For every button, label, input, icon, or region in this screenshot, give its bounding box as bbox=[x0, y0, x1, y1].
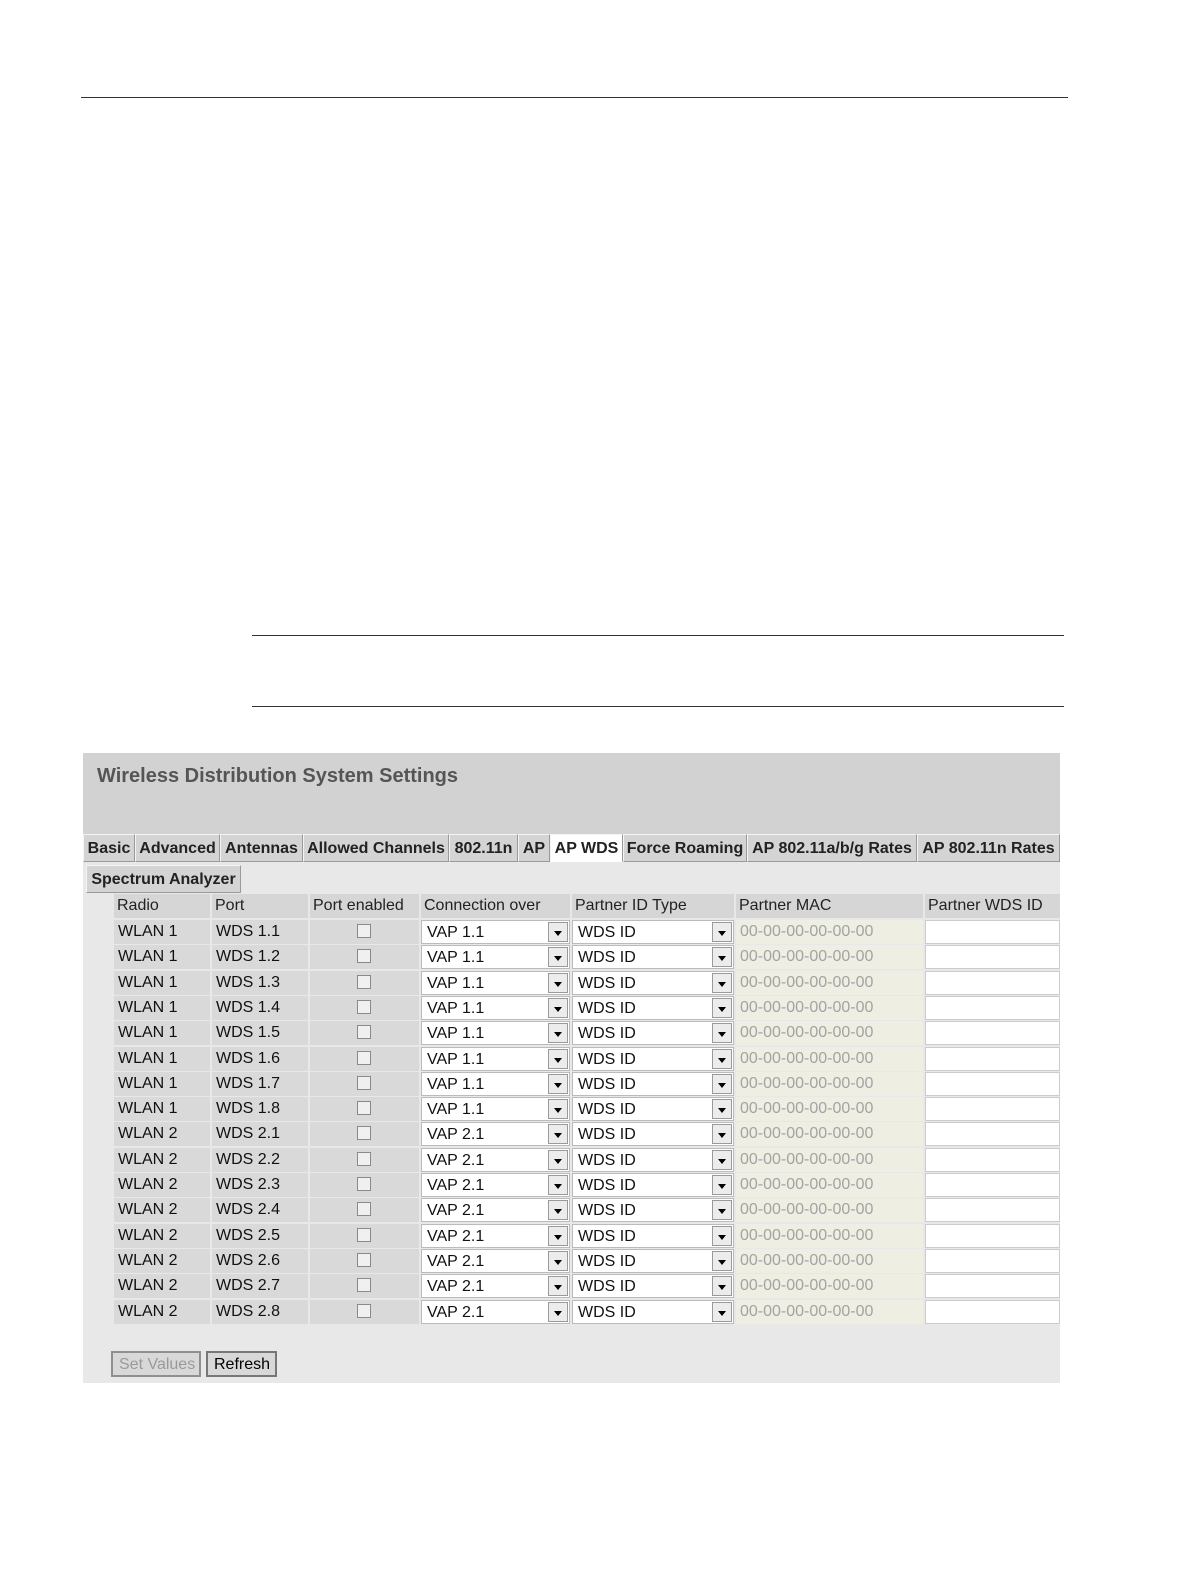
partner-id-type-select[interactable] bbox=[572, 920, 734, 944]
tab-ap-wds[interactable]: AP WDS bbox=[550, 834, 623, 862]
partner-mac-input[interactable]: 00-00-00-00-00-00 bbox=[736, 1224, 923, 1248]
partner-id-type-value: WDS ID bbox=[578, 1304, 636, 1321]
port-cell: WDS 1.3 bbox=[212, 971, 308, 995]
connection-over-value: VAP 1.1 bbox=[427, 1051, 485, 1068]
connection-over-value: VAP 2.1 bbox=[427, 1304, 485, 1321]
port-cell: WDS 1.8 bbox=[212, 1097, 308, 1121]
radio-cell: WLAN 1 bbox=[114, 971, 210, 995]
table-row bbox=[114, 1198, 1060, 1222]
chevron-down-icon[interactable] bbox=[712, 1200, 732, 1220]
chevron-down-icon[interactable] bbox=[548, 998, 568, 1018]
port-cell: WDS 1.5 bbox=[212, 1021, 308, 1045]
partner-wds-id-input[interactable] bbox=[925, 1047, 1060, 1071]
partner-wds-id-input[interactable] bbox=[925, 1021, 1060, 1045]
header-partner-id-type: Partner ID Type bbox=[572, 894, 734, 918]
partner-id-type-select[interactable] bbox=[572, 971, 734, 995]
port-enabled-checkbox[interactable] bbox=[357, 1152, 371, 1166]
port-enabled-cell bbox=[310, 1173, 419, 1197]
chevron-down-icon[interactable] bbox=[712, 1023, 732, 1043]
port-enabled-checkbox[interactable] bbox=[357, 1228, 371, 1242]
port-enabled-checkbox[interactable] bbox=[357, 1278, 371, 1292]
port-enabled-checkbox[interactable] bbox=[357, 1304, 371, 1318]
port-enabled-cell bbox=[310, 996, 419, 1020]
partner-id-type-value: WDS ID bbox=[578, 1126, 636, 1143]
partner-id-type-select[interactable] bbox=[572, 1274, 734, 1298]
radio-cell: WLAN 1 bbox=[114, 1097, 210, 1121]
connection-over-select[interactable] bbox=[421, 1021, 570, 1045]
table-row bbox=[114, 1097, 1060, 1121]
chevron-down-icon[interactable] bbox=[712, 1302, 732, 1322]
partner-id-type-value: WDS ID bbox=[578, 1000, 636, 1017]
tab-ap-802-11n-rates[interactable]: AP 802.11n Rates bbox=[917, 834, 1060, 862]
section-divider-lower bbox=[252, 706, 1064, 707]
port-enabled-cell bbox=[310, 1300, 419, 1324]
table-row bbox=[114, 1072, 1060, 1096]
connection-over-select[interactable] bbox=[421, 971, 570, 995]
table-row bbox=[114, 1274, 1060, 1298]
connection-over-select[interactable] bbox=[421, 1072, 570, 1096]
connection-over-value: VAP 1.1 bbox=[427, 949, 485, 966]
port-enabled-cell bbox=[310, 1072, 419, 1096]
connection-over-select[interactable] bbox=[421, 1173, 570, 1197]
chevron-down-icon[interactable] bbox=[712, 1099, 732, 1119]
connection-over-value: VAP 2.1 bbox=[427, 1278, 485, 1295]
table-row bbox=[114, 1122, 1060, 1146]
chevron-down-icon[interactable] bbox=[712, 947, 732, 967]
partner-mac-input[interactable]: 00-00-00-00-00-00 bbox=[736, 971, 923, 995]
chevron-down-icon[interactable] bbox=[548, 1276, 568, 1296]
connection-over-select[interactable] bbox=[421, 1274, 570, 1298]
connection-over-select[interactable] bbox=[421, 1148, 570, 1172]
port-enabled-checkbox[interactable] bbox=[357, 924, 371, 938]
connection-over-select[interactable] bbox=[421, 1249, 570, 1273]
port-enabled-cell bbox=[310, 1122, 419, 1146]
partner-id-type-value: WDS ID bbox=[578, 1278, 636, 1295]
connection-over-value: VAP 2.1 bbox=[427, 1126, 485, 1143]
port-enabled-cell bbox=[310, 1198, 419, 1222]
partner-mac-input[interactable]: 00-00-00-00-00-00 bbox=[736, 920, 923, 944]
tab-ap[interactable]: AP bbox=[518, 834, 550, 862]
port-cell: WDS 2.4 bbox=[212, 1198, 308, 1222]
port-enabled-checkbox[interactable] bbox=[357, 1126, 371, 1140]
partner-mac-input[interactable]: 00-00-00-00-00-00 bbox=[736, 996, 923, 1020]
partner-mac-input[interactable]: 00-00-00-00-00-00 bbox=[736, 1148, 923, 1172]
port-enabled-cell bbox=[310, 945, 419, 969]
table-row bbox=[114, 920, 1060, 944]
partner-id-type-select[interactable] bbox=[572, 1173, 734, 1197]
page-divider-top bbox=[81, 97, 1068, 98]
partner-wds-id-input[interactable] bbox=[925, 1274, 1060, 1298]
partner-wds-id-input[interactable] bbox=[925, 1148, 1060, 1172]
panel-header bbox=[83, 753, 1060, 834]
wds-settings-panel bbox=[83, 753, 1060, 1383]
header-partner-mac: Partner MAC bbox=[736, 894, 923, 918]
radio-cell: WLAN 1 bbox=[114, 996, 210, 1020]
partner-id-type-select[interactable] bbox=[572, 1122, 734, 1146]
port-enabled-cell bbox=[310, 1148, 419, 1172]
partner-wds-id-input[interactable] bbox=[925, 1173, 1060, 1197]
partner-id-type-value: WDS ID bbox=[578, 949, 636, 966]
connection-over-value: VAP 1.1 bbox=[427, 975, 485, 992]
connection-over-select[interactable] bbox=[421, 1300, 570, 1324]
partner-mac-input[interactable]: 00-00-00-00-00-00 bbox=[736, 1021, 923, 1045]
partner-wds-id-input[interactable] bbox=[925, 996, 1060, 1020]
chevron-down-icon[interactable] bbox=[712, 973, 732, 993]
port-enabled-checkbox[interactable] bbox=[357, 1101, 371, 1115]
table-row bbox=[114, 1300, 1060, 1324]
port-enabled-checkbox[interactable] bbox=[357, 1000, 371, 1014]
partner-wds-id-input[interactable] bbox=[925, 1300, 1060, 1324]
radio-cell: WLAN 2 bbox=[114, 1249, 210, 1273]
port-enabled-checkbox[interactable] bbox=[357, 1253, 371, 1267]
table-row bbox=[114, 996, 1060, 1020]
port-cell: WDS 1.1 bbox=[212, 920, 308, 944]
chevron-down-icon[interactable] bbox=[712, 1150, 732, 1170]
header-radio: Radio bbox=[114, 894, 210, 918]
connection-over-value: VAP 2.1 bbox=[427, 1177, 485, 1194]
connection-over-value: VAP 2.1 bbox=[427, 1253, 485, 1270]
chevron-down-icon[interactable] bbox=[548, 1099, 568, 1119]
partner-id-type-value: WDS ID bbox=[578, 975, 636, 992]
partner-id-type-select[interactable] bbox=[572, 1021, 734, 1045]
partner-id-type-value: WDS ID bbox=[578, 1101, 636, 1118]
partner-id-type-value: WDS ID bbox=[578, 1076, 636, 1093]
partner-id-type-select[interactable] bbox=[572, 1300, 734, 1324]
table-row bbox=[114, 945, 1060, 969]
connection-over-select[interactable] bbox=[421, 1047, 570, 1071]
chevron-down-icon[interactable] bbox=[548, 947, 568, 967]
port-enabled-checkbox[interactable] bbox=[357, 975, 371, 989]
tab-802-11n[interactable]: 802.11n bbox=[449, 834, 518, 862]
connection-over-value: VAP 1.1 bbox=[427, 1000, 485, 1017]
partner-id-type-select[interactable] bbox=[572, 1097, 734, 1121]
partner-wds-id-input[interactable] bbox=[925, 1198, 1060, 1222]
radio-cell: WLAN 2 bbox=[114, 1224, 210, 1248]
radio-cell: WLAN 2 bbox=[114, 1198, 210, 1222]
port-cell: WDS 2.1 bbox=[212, 1122, 308, 1146]
table-row bbox=[114, 1224, 1060, 1248]
connection-over-value: VAP 2.1 bbox=[427, 1152, 485, 1169]
tab-spectrum-analyzer[interactable]: Spectrum Analyzer bbox=[86, 865, 241, 893]
partner-id-type-select[interactable] bbox=[572, 1198, 734, 1222]
connection-over-select[interactable] bbox=[421, 996, 570, 1020]
table-row bbox=[114, 1021, 1060, 1045]
partner-wds-id-input[interactable] bbox=[925, 1097, 1060, 1121]
tab-bar bbox=[83, 834, 1060, 894]
chevron-down-icon[interactable] bbox=[712, 1226, 732, 1246]
connection-over-select[interactable] bbox=[421, 920, 570, 944]
port-enabled-checkbox[interactable] bbox=[357, 1051, 371, 1065]
port-cell: WDS 1.4 bbox=[212, 996, 308, 1020]
port-cell: WDS 2.7 bbox=[212, 1274, 308, 1298]
port-enabled-cell bbox=[310, 1021, 419, 1045]
partner-id-type-select[interactable] bbox=[572, 1047, 734, 1071]
table-row bbox=[114, 1148, 1060, 1172]
set-values-button[interactable]: Set Values bbox=[111, 1351, 201, 1377]
header-port-enabled: Port enabled bbox=[310, 894, 419, 918]
connection-over-value: VAP 1.1 bbox=[427, 1101, 485, 1118]
port-enabled-checkbox[interactable] bbox=[357, 949, 371, 963]
refresh-button[interactable]: Refresh bbox=[206, 1351, 277, 1377]
radio-cell: WLAN 1 bbox=[114, 1021, 210, 1045]
partner-id-type-select[interactable] bbox=[572, 1249, 734, 1273]
partner-id-type-select[interactable] bbox=[572, 996, 734, 1020]
chevron-down-icon[interactable] bbox=[548, 1175, 568, 1195]
partner-id-type-select[interactable] bbox=[572, 1224, 734, 1248]
header-port: Port bbox=[212, 894, 308, 918]
radio-cell: WLAN 1 bbox=[114, 945, 210, 969]
partner-id-type-value: WDS ID bbox=[578, 1152, 636, 1169]
partner-id-type-value: WDS ID bbox=[578, 1177, 636, 1194]
partner-mac-input[interactable]: 00-00-00-00-00-00 bbox=[736, 1300, 923, 1324]
port-enabled-cell bbox=[310, 1047, 419, 1071]
partner-id-type-value: WDS ID bbox=[578, 1202, 636, 1219]
radio-cell: WLAN 1 bbox=[114, 920, 210, 944]
tab-antennas[interactable]: Antennas bbox=[220, 834, 303, 862]
tab-allowed-channels[interactable]: Allowed Channels bbox=[303, 834, 449, 862]
chevron-down-icon[interactable] bbox=[548, 1023, 568, 1043]
partner-id-type-select[interactable] bbox=[572, 945, 734, 969]
port-enabled-checkbox[interactable] bbox=[357, 1076, 371, 1090]
chevron-down-icon[interactable] bbox=[712, 998, 732, 1018]
partner-mac-input[interactable]: 00-00-00-00-00-00 bbox=[736, 1173, 923, 1197]
header-partner-wds-id: Partner WDS ID bbox=[925, 894, 1060, 918]
partner-mac-input[interactable]: 00-00-00-00-00-00 bbox=[736, 1072, 923, 1096]
chevron-down-icon[interactable] bbox=[548, 973, 568, 993]
table-row bbox=[114, 1249, 1060, 1273]
radio-cell: WLAN 2 bbox=[114, 1173, 210, 1197]
chevron-down-icon[interactable] bbox=[548, 1074, 568, 1094]
partner-mac-input[interactable]: 00-00-00-00-00-00 bbox=[736, 1047, 923, 1071]
chevron-down-icon[interactable] bbox=[548, 922, 568, 942]
partner-id-type-value: WDS ID bbox=[578, 1025, 636, 1042]
chevron-down-icon[interactable] bbox=[548, 1251, 568, 1271]
chevron-down-icon[interactable] bbox=[712, 1124, 732, 1144]
partner-wds-id-input[interactable] bbox=[925, 945, 1060, 969]
radio-cell: WLAN 2 bbox=[114, 1274, 210, 1298]
chevron-down-icon[interactable] bbox=[712, 1276, 732, 1296]
partner-id-type-value: WDS ID bbox=[578, 1051, 636, 1068]
partner-mac-input[interactable]: 00-00-00-00-00-00 bbox=[736, 1122, 923, 1146]
connection-over-value: VAP 1.1 bbox=[427, 1025, 485, 1042]
connection-over-select[interactable] bbox=[421, 1224, 570, 1248]
connection-over-select[interactable] bbox=[421, 1097, 570, 1121]
partner-mac-input[interactable]: 00-00-00-00-00-00 bbox=[736, 1249, 923, 1273]
radio-cell: WLAN 2 bbox=[114, 1300, 210, 1324]
chevron-down-icon[interactable] bbox=[548, 1226, 568, 1246]
tab-ap-802-11abg-rates[interactable]: AP 802.11a/b/g Rates bbox=[747, 834, 917, 862]
chevron-down-icon[interactable] bbox=[548, 1150, 568, 1170]
partner-wds-id-input[interactable] bbox=[925, 1072, 1060, 1096]
tab-basic[interactable]: Basic bbox=[83, 834, 135, 862]
connection-over-select[interactable] bbox=[421, 1122, 570, 1146]
connection-over-select[interactable] bbox=[421, 1198, 570, 1222]
table-row bbox=[114, 1047, 1060, 1071]
radio-cell: WLAN 2 bbox=[114, 1148, 210, 1172]
partner-wds-id-input[interactable] bbox=[925, 1224, 1060, 1248]
partner-wds-id-input[interactable] bbox=[925, 1122, 1060, 1146]
connection-over-value: VAP 2.1 bbox=[427, 1228, 485, 1245]
port-enabled-cell bbox=[310, 1274, 419, 1298]
partner-mac-input[interactable]: 00-00-00-00-00-00 bbox=[736, 1274, 923, 1298]
chevron-down-icon[interactable] bbox=[712, 1049, 732, 1069]
connection-over-value: VAP 1.1 bbox=[427, 1076, 485, 1093]
partner-wds-id-input[interactable] bbox=[925, 920, 1060, 944]
port-enabled-cell bbox=[310, 1097, 419, 1121]
partner-id-type-value: WDS ID bbox=[578, 1253, 636, 1270]
table-row bbox=[114, 971, 1060, 995]
table-header-row bbox=[114, 894, 1060, 918]
chevron-down-icon[interactable] bbox=[548, 1124, 568, 1144]
partner-id-type-value: WDS ID bbox=[578, 1228, 636, 1245]
connection-over-select[interactable] bbox=[421, 945, 570, 969]
port-cell: WDS 2.6 bbox=[212, 1249, 308, 1273]
port-enabled-cell bbox=[310, 1249, 419, 1273]
port-enabled-cell bbox=[310, 920, 419, 944]
page-title: Wireless Distribution System Settings bbox=[97, 765, 459, 787]
chevron-down-icon[interactable] bbox=[712, 922, 732, 942]
tab-force-roaming[interactable]: Force Roaming bbox=[623, 834, 747, 862]
port-enabled-cell bbox=[310, 971, 419, 995]
port-cell: WDS 2.8 bbox=[212, 1300, 308, 1324]
port-cell: WDS 1.2 bbox=[212, 945, 308, 969]
chevron-down-icon[interactable] bbox=[548, 1049, 568, 1069]
partner-id-type-value: WDS ID bbox=[578, 924, 636, 941]
connection-over-value: VAP 2.1 bbox=[427, 1202, 485, 1219]
chevron-down-icon[interactable] bbox=[712, 1074, 732, 1094]
chevron-down-icon[interactable] bbox=[712, 1251, 732, 1271]
chevron-down-icon[interactable] bbox=[548, 1200, 568, 1220]
partner-wds-id-input[interactable] bbox=[925, 971, 1060, 995]
radio-cell: WLAN 2 bbox=[114, 1122, 210, 1146]
port-cell: WDS 2.2 bbox=[212, 1148, 308, 1172]
partner-mac-input[interactable]: 00-00-00-00-00-00 bbox=[736, 945, 923, 969]
chevron-down-icon[interactable] bbox=[548, 1302, 568, 1322]
port-enabled-cell bbox=[310, 1224, 419, 1248]
connection-over-value: VAP 1.1 bbox=[427, 924, 485, 941]
chevron-down-icon[interactable] bbox=[712, 1175, 732, 1195]
port-cell: WDS 2.5 bbox=[212, 1224, 308, 1248]
port-enabled-checkbox[interactable] bbox=[357, 1025, 371, 1039]
partner-id-type-select[interactable] bbox=[572, 1072, 734, 1096]
header-connection-over: Connection over bbox=[421, 894, 570, 918]
tab-advanced[interactable]: Advanced bbox=[135, 834, 220, 862]
radio-cell: WLAN 1 bbox=[114, 1072, 210, 1096]
partner-wds-id-input[interactable] bbox=[925, 1249, 1060, 1273]
partner-mac-input[interactable]: 00-00-00-00-00-00 bbox=[736, 1198, 923, 1222]
port-cell: WDS 1.6 bbox=[212, 1047, 308, 1071]
port-cell: WDS 1.7 bbox=[212, 1072, 308, 1096]
port-enabled-checkbox[interactable] bbox=[357, 1202, 371, 1216]
partner-id-type-select[interactable] bbox=[572, 1148, 734, 1172]
table-row bbox=[114, 1173, 1060, 1197]
partner-mac-input[interactable]: 00-00-00-00-00-00 bbox=[736, 1097, 923, 1121]
port-cell: WDS 2.3 bbox=[212, 1173, 308, 1197]
port-enabled-checkbox[interactable] bbox=[357, 1177, 371, 1191]
radio-cell: WLAN 1 bbox=[114, 1047, 210, 1071]
section-divider-upper bbox=[252, 635, 1064, 636]
